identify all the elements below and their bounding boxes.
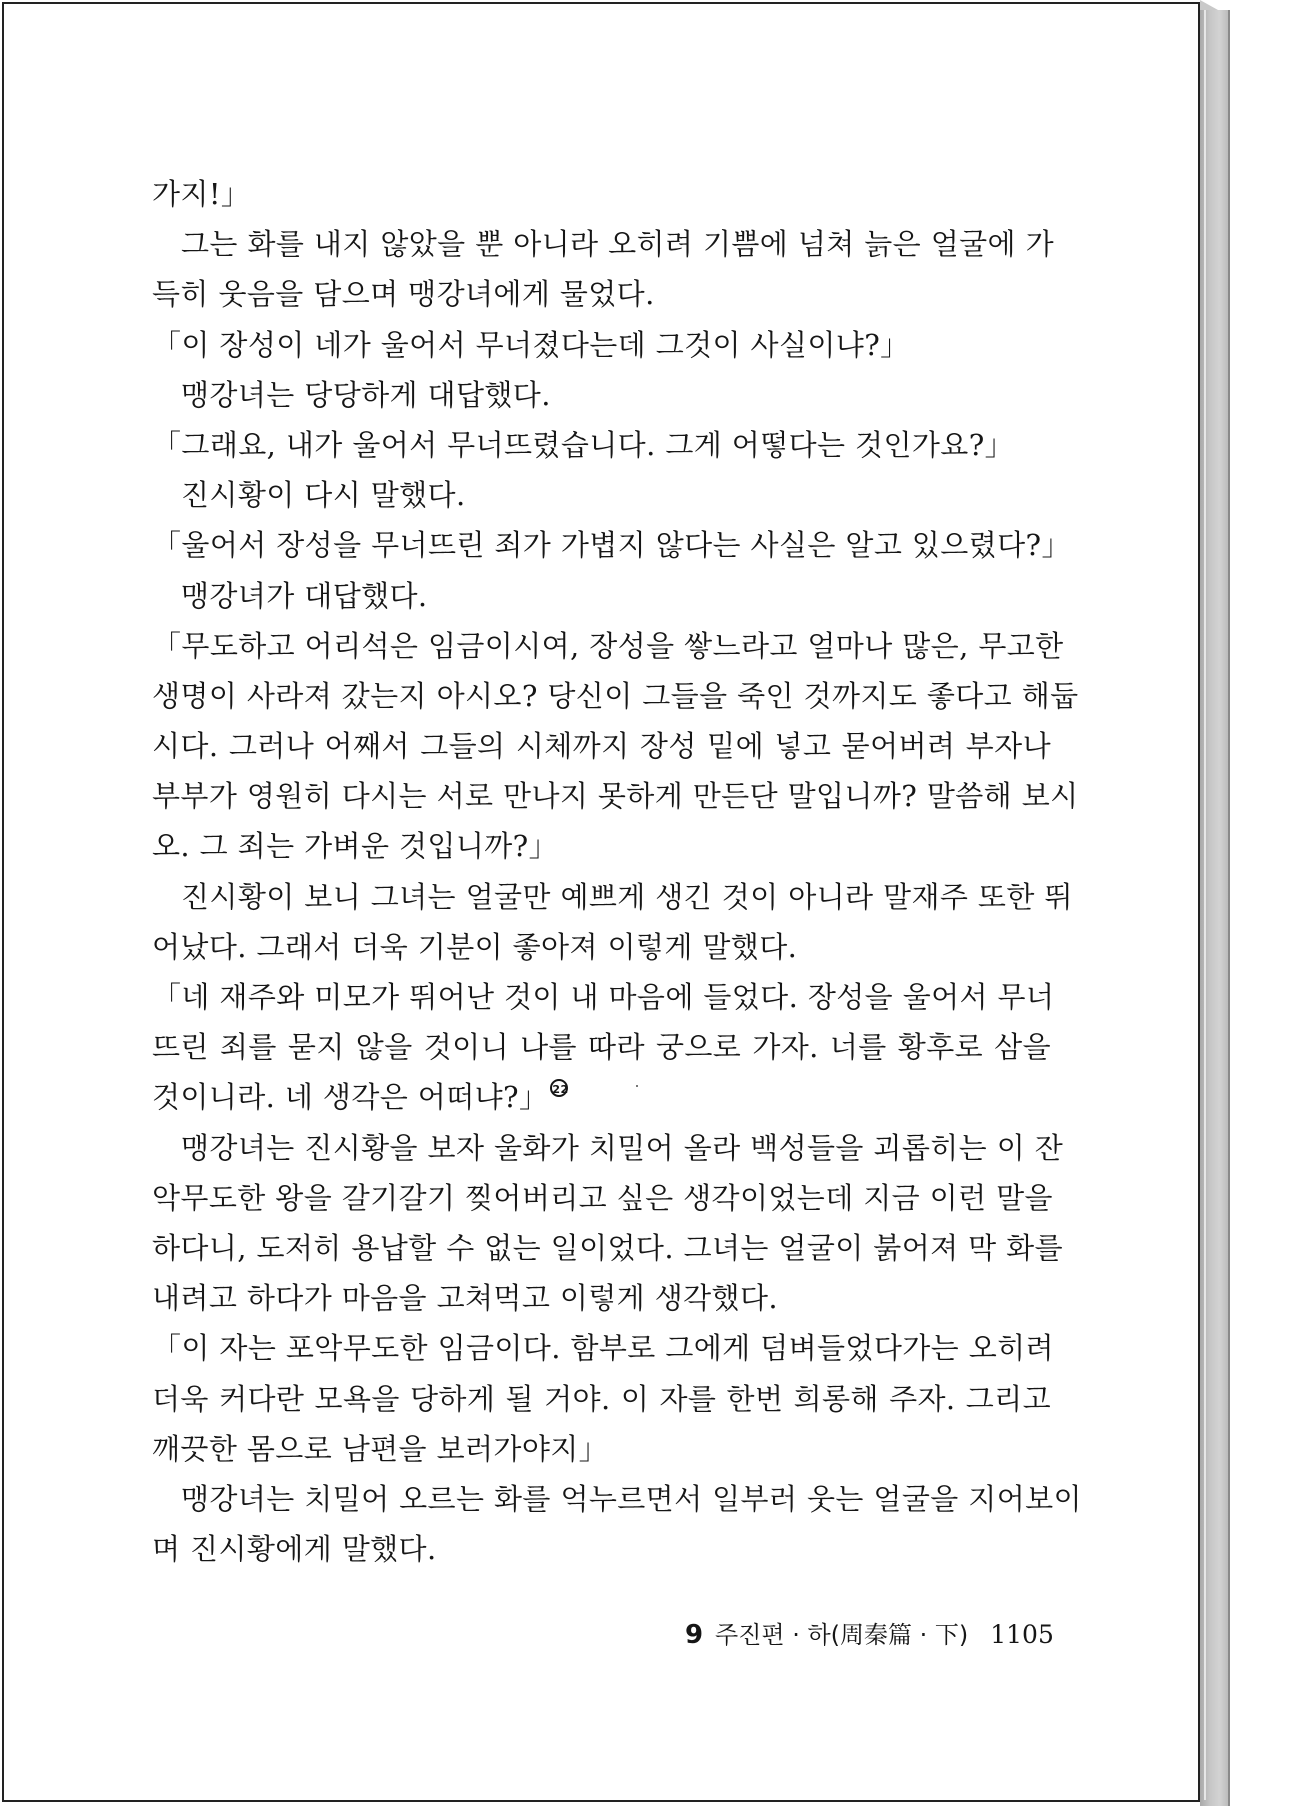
text-line-content: 「그래요, 내가 울어서 무너뜨렸습니다. 그게 어떻다는 것인가요?」 xyxy=(152,427,1015,462)
text-line xyxy=(152,1022,1051,1072)
text-line xyxy=(152,520,1071,570)
chapter-number: 9 xyxy=(685,1620,704,1650)
text-line-content: 며 진시황에게 말했다. xyxy=(152,1532,437,1567)
text-line xyxy=(152,1474,1082,1524)
text-line xyxy=(152,1524,1051,1574)
text-line xyxy=(152,1424,1051,1474)
text-line-content: 악무도한 왕을 갈기갈기 찢어버리고 싶은 생각이었는데 지금 이런 말을 xyxy=(152,1180,1053,1215)
text-line xyxy=(152,922,1051,972)
text-line xyxy=(152,821,1051,871)
text-line xyxy=(152,370,1051,420)
text-line xyxy=(152,671,1079,721)
running-footer xyxy=(685,1615,1054,1655)
text-line xyxy=(152,169,1051,219)
text-line xyxy=(152,420,1051,470)
text-line xyxy=(152,1223,1064,1273)
text-line-content: 것이니라. 네 생각은 어떠냐?」 xyxy=(152,1080,549,1115)
text-line-content: 「무도하고 어리석은 임금이시여, 장성을 쌓느라고 얼마나 많은, 무고한 xyxy=(152,628,1064,663)
text-line xyxy=(152,1173,1051,1223)
text-line xyxy=(152,1072,1051,1122)
text-line-content: 깨끗한 몸으로 남편을 보러가야지」 xyxy=(152,1431,609,1466)
text-line-content: 부부가 영원히 다시는 서로 만나지 못하게 만든단 말입니까? 말씀해 보시 xyxy=(152,779,1079,814)
chapter-title: 주진편 · 하(周秦篇 · 下) xyxy=(715,1621,969,1649)
text-line-content: 득히 웃음을 담으며 맹강녀에게 물었다. xyxy=(152,277,655,312)
text-line xyxy=(152,470,1051,520)
text-line-content: 시다. 그러나 어째서 그들의 시체까지 장성 밑에 넣고 묻어버려 부자나 xyxy=(152,729,1051,764)
text-line xyxy=(152,872,1073,922)
text-line-content: 맹강녀는 치밀어 오르는 화를 억누르면서 일부러 웃는 얼굴을 지어보이 xyxy=(181,1481,1082,1516)
text-line-content: 내려고 하다가 마음을 고쳐먹고 이렇게 생각했다. xyxy=(152,1281,778,1316)
text-line xyxy=(152,1123,1064,1173)
text-line xyxy=(152,320,1051,370)
page-stack-highlight xyxy=(1204,10,1206,1800)
text-line xyxy=(152,1323,1054,1373)
text-line-content: 「네 재주와 미모가 뛰어난 것이 내 마음에 들었다. 장성을 울어서 무너 xyxy=(152,980,1055,1014)
text-line xyxy=(152,219,1054,269)
text-line-content: 맹강녀는 당당하게 대답했다. xyxy=(181,377,551,412)
print-speck xyxy=(636,1085,638,1087)
text-line-content: 어났다. 그래서 더욱 기분이 좋아져 이렇게 말했다. xyxy=(152,929,798,964)
text-line xyxy=(152,721,1051,771)
text-line xyxy=(152,771,1079,821)
text-line-content: 맹강녀가 대답했다. xyxy=(181,578,428,613)
text-line xyxy=(152,1273,1051,1323)
text-line xyxy=(152,621,1064,671)
text-line-content: 「이 장성이 네가 울어서 무너졌다는데 그것이 사실이냐?」 xyxy=(152,327,910,362)
text-line-content: 가지!」 xyxy=(152,177,251,211)
text-line-content: 그는 화를 내지 않았을 뿐 아니라 오히려 기쁨에 넘쳐 늙은 얼굴에 가 xyxy=(181,227,1054,262)
text-line xyxy=(152,571,1051,621)
text-line xyxy=(152,972,1055,1022)
text-line-content: 더욱 커다란 모욕을 당하게 될 거야. 이 자를 한번 희롱해 주자. 그리고 xyxy=(152,1381,1051,1416)
text-line-content: 뜨린 죄를 묻지 않을 것이니 나를 따라 궁으로 가자. 너를 황후로 삼을 xyxy=(152,1030,1051,1065)
text-line-content: 진시황이 보니 그녀는 얼굴만 예쁘게 생긴 것이 아니라 말재주 또한 뛰 xyxy=(181,879,1073,914)
text-line-content: 맹강녀는 진시황을 보자 울화가 치밀어 올라 백성들을 괴롭히는 이 잔 xyxy=(181,1130,1064,1165)
text-line xyxy=(152,269,1051,319)
body-text xyxy=(152,169,1082,1574)
footnote-marker: 22 xyxy=(550,1079,568,1097)
text-line-content: 오. 그 죄는 가벼운 것입니까?」 xyxy=(152,829,558,864)
text-line-content: 하다니, 도저히 용납할 수 없는 일이었다. 그녀는 얼굴이 붉어져 막 화를 xyxy=(152,1230,1064,1265)
page-number: 1105 xyxy=(990,1620,1054,1649)
text-line-content: 「이 자는 포악무도한 임금이다. 함부로 그에게 덤벼들었다가는 오히려 xyxy=(152,1331,1054,1366)
text-line-content: 「울어서 장성을 무너뜨린 죄가 가볍지 않다는 사실은 알고 있으렸다?」 xyxy=(152,528,1071,563)
text-line-content: 진시황이 다시 말했다. xyxy=(181,478,466,513)
text-line-content: 생명이 사라져 갔는지 아시오? 당신이 그들을 죽인 것까지도 좋다고 해둡 xyxy=(152,678,1079,713)
text-line xyxy=(152,1374,1051,1424)
